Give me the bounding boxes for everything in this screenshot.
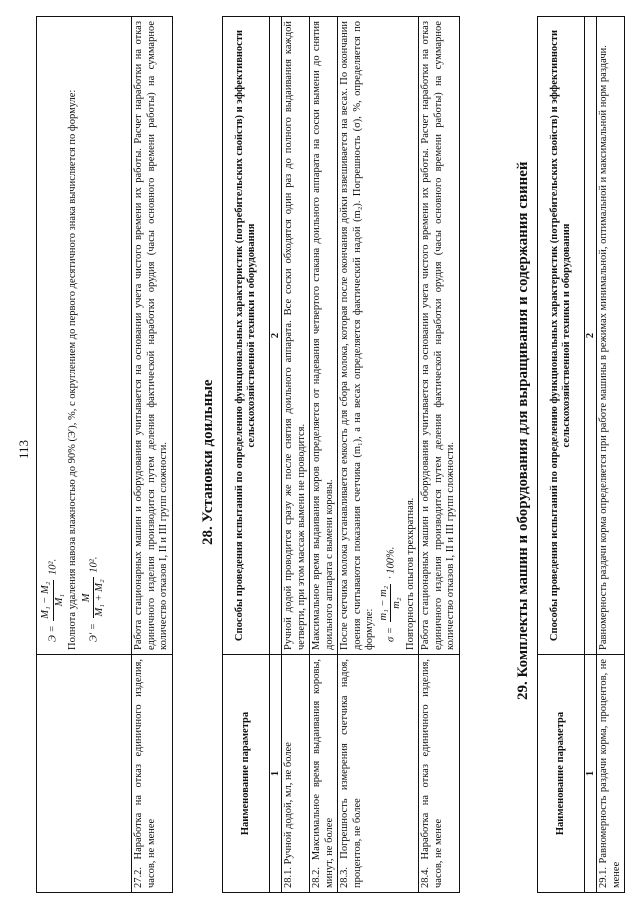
col-number-2: 2 bbox=[585, 17, 597, 655]
method-29-1: Равномерность раздачи корма определяется при работе машины в режимах минимальной, оптимальной и максимальной норм раздачи. bbox=[597, 17, 625, 655]
table-header-row bbox=[538, 17, 585, 893]
formula-completeness bbox=[40, 21, 66, 642]
formula-lhs: σ = bbox=[384, 627, 396, 642]
header-param: Наименование параметра bbox=[538, 655, 585, 893]
table-column-numbers bbox=[585, 17, 597, 893]
table-row bbox=[597, 17, 625, 893]
fraction-denominator: M₁ + M₂ bbox=[94, 579, 105, 617]
col-number-1: 1 bbox=[585, 655, 597, 893]
col-number-1: 1 bbox=[270, 655, 282, 893]
fraction bbox=[378, 584, 404, 623]
table-row bbox=[338, 17, 419, 893]
formula-lhs: Э = bbox=[47, 625, 59, 642]
table-cell-empty bbox=[37, 655, 132, 893]
param-29-1: 29.1. Равномерность раздачи корма, процентов, не менее bbox=[597, 655, 625, 893]
table-row bbox=[282, 17, 310, 893]
table-column-numbers bbox=[270, 17, 282, 893]
formula-error bbox=[378, 21, 404, 642]
fraction-denominator: m₂ bbox=[391, 597, 402, 609]
table-row bbox=[419, 17, 460, 893]
formula-tail: 10². bbox=[87, 556, 99, 573]
fraction bbox=[81, 577, 107, 618]
param-28-4: 28.4. Наработка на отказ единичного изделия, часов, не менее bbox=[419, 655, 460, 893]
method-28-3-text: После счетчика молока устанавливается емкость для сбора молока, которая после окончания дойки взвешивается на весах. По окончании доения считываются показания счетчика (m₁), а на весах определяется фактический надой (m₂). Погрешность (σ), %, определяется по формуле: bbox=[339, 21, 375, 650]
fraction-numerator: M bbox=[81, 577, 95, 618]
table-header-row bbox=[223, 17, 270, 893]
page-number: 113 bbox=[16, 439, 31, 459]
method-27-2: Работа стационарных машин и оборудования учитывается на основании учета чистого времени их работы. Расчет наработки на отказ единичного изделия производится путем деления фактической наработки орудия (часы основного времени работы) на суммарное количество отказов I, II и III групп сложности. bbox=[132, 17, 173, 655]
header-param: Наименование параметра bbox=[223, 655, 270, 893]
method-28-4: Работа стационарных машин и оборудования учитывается на основании учета чистого времени их работы. Расчет наработки на отказ единичного изделия производится путем деления фактической наработки орудия (часы основного времени работы) на суммарное количество отказов I, II и III групп сложности. bbox=[419, 17, 460, 655]
method-28-3 bbox=[338, 17, 419, 655]
table-27-continuation bbox=[36, 16, 173, 893]
table-row bbox=[132, 17, 173, 893]
fraction-numerator: m₁ − m₂ bbox=[378, 584, 392, 623]
param-28-3: 28.3. Погрешность измерения счетчика надоя, процентов, не более bbox=[338, 655, 419, 893]
fraction bbox=[40, 580, 66, 621]
formula-tail: 10². bbox=[47, 558, 59, 576]
completeness-text: Полнота удаления навоза влажностью до 90% (Э′), %, с округлением до первого десятичного знака вычисляется по формуле: bbox=[67, 89, 78, 650]
formula-completeness-prime bbox=[81, 21, 107, 642]
table-29 bbox=[537, 16, 625, 893]
table-cell-formula bbox=[37, 17, 132, 655]
repeat-note: Повторность опытов трехкратная. bbox=[404, 497, 416, 650]
fraction-denominator: M₁ bbox=[53, 594, 65, 607]
col-number-2: 2 bbox=[270, 17, 282, 655]
param-28-2: 28.2. Максимальное время выдаивания коровы, минут, не более bbox=[310, 655, 338, 893]
header-method: Способы проведения испытаний по определению функциональных характеристик (потребительских свойств) и эффективности сельскохозяйственной техники и оборудования bbox=[538, 17, 585, 655]
table-28 bbox=[222, 16, 460, 893]
table-row bbox=[310, 17, 338, 893]
formula-lhs: Э′ = bbox=[87, 623, 99, 642]
param-27-2: 27.2. Наработка на отказ единичного изделия, часов, не менее bbox=[132, 655, 173, 893]
formula-tail: · 100%. bbox=[384, 546, 396, 580]
method-28-2: Максимальное время выдаивания коров определяется от надевания четвертого стакана доильного аппарата на соски вымени до снятия доильного аппарата с вымени коровы. bbox=[310, 17, 338, 655]
method-28-1: Ручной додой проводится сразу же после снятия доильного аппарата. Все соски обходятся один раз до полного выдаивания каждой четверти, при этом массаж вымени не проводится. bbox=[282, 17, 310, 655]
header-method: Способы проведения испытаний по определению функциональных характеристик (потребительских свойств) и эффективности сельскохозяйственной техники и оборудования bbox=[223, 17, 270, 655]
table-row bbox=[37, 17, 132, 893]
section-28-title: 28. Установки доильные bbox=[200, 379, 216, 545]
param-28-1: 28.1. Ручной додой, мл, не более bbox=[282, 655, 310, 893]
section-29-title: 29. Комплекты машин и оборудования для выращивания и содержания свиней bbox=[515, 161, 531, 700]
fraction-numerator: M₁ − M₂ bbox=[40, 580, 54, 621]
